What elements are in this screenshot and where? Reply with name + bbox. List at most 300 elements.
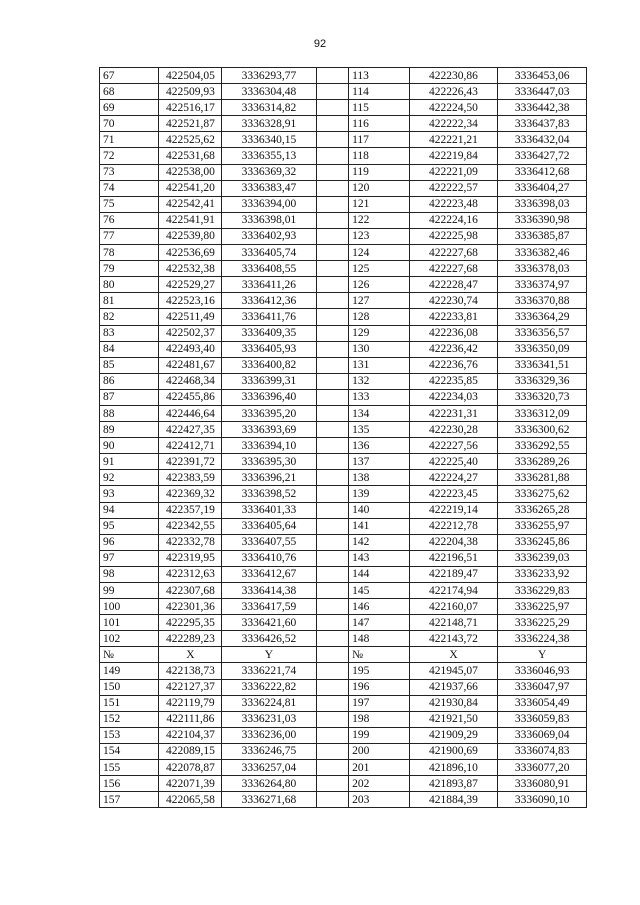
page-number: 92 (313, 38, 327, 50)
coord-y: 3336432,04 (498, 132, 587, 148)
point-number: 80 (100, 277, 159, 293)
coord-x: 422222,57 (409, 180, 498, 196)
column-gap (316, 100, 349, 116)
coord-y: 3336329,36 (498, 373, 587, 389)
point-number: 94 (100, 502, 159, 518)
coord-x: 422224,27 (409, 470, 498, 486)
coord-x: 422289,23 (159, 631, 222, 647)
table-row (100, 615, 587, 631)
coord-x: 422223,48 (409, 196, 498, 212)
table-row (100, 180, 587, 196)
coord-x: 422230,86 (409, 68, 498, 84)
table-row (100, 743, 587, 759)
coord-y: 3336246,75 (222, 743, 316, 759)
table-row (100, 196, 587, 212)
point-number: 153 (100, 727, 159, 743)
column-gap (316, 148, 349, 164)
point-number: 71 (100, 132, 159, 148)
column-gap (316, 389, 349, 405)
coord-x: 422230,74 (409, 293, 498, 309)
coord-x: 422529,27 (159, 277, 222, 293)
coord-y: 3336405,74 (222, 245, 316, 261)
coord-x: 422104,37 (159, 727, 222, 743)
point-number: 79 (100, 261, 159, 277)
coord-y: 3336390,98 (498, 212, 587, 228)
coord-x: 422089,15 (159, 743, 222, 759)
coord-y: 3336399,31 (222, 373, 316, 389)
column-gap (316, 727, 349, 743)
coord-x: 422481,67 (159, 357, 222, 373)
table-row (100, 68, 587, 84)
table-row (100, 663, 587, 679)
coord-x: 422228,47 (409, 277, 498, 293)
column-gap (316, 68, 349, 84)
coord-x: 422319,95 (159, 550, 222, 566)
point-number: 84 (100, 341, 159, 357)
coord-x: 421896,10 (409, 760, 498, 776)
coord-x: 422541,20 (159, 180, 222, 196)
table-row (100, 534, 587, 550)
coord-x: 422502,37 (159, 325, 222, 341)
point-number: 91 (100, 454, 159, 470)
header-number: № (349, 647, 410, 663)
coord-x: 421900,69 (409, 743, 498, 759)
coord-x: 422511,49 (159, 309, 222, 325)
coord-y: 3336410,76 (222, 550, 316, 566)
coord-y: 3336231,03 (222, 711, 316, 727)
coord-y: 3336426,52 (222, 631, 316, 647)
point-number: 76 (100, 212, 159, 228)
coord-y: 3336401,33 (222, 502, 316, 518)
column-gap (316, 550, 349, 566)
column-gap (316, 599, 349, 615)
point-number: 200 (349, 743, 410, 759)
coord-x: 422357,19 (159, 502, 222, 518)
coord-x: 422174,94 (409, 583, 498, 599)
coord-y: 3336320,73 (498, 389, 587, 405)
coord-y: 3336224,38 (498, 631, 587, 647)
point-number: 86 (100, 373, 159, 389)
point-number: 131 (349, 357, 410, 373)
coord-x: 422455,86 (159, 389, 222, 405)
coord-x: 422138,73 (159, 663, 222, 679)
coord-x: 422427,35 (159, 422, 222, 438)
table-row (100, 518, 587, 534)
table-row (100, 309, 587, 325)
table-row (100, 293, 587, 309)
coord-x: 422230,28 (409, 422, 498, 438)
coord-y: 3336442,38 (498, 100, 587, 116)
coord-x: 422504,05 (159, 68, 222, 84)
coord-y: 3336314,82 (222, 100, 316, 116)
coord-x: 422236,42 (409, 341, 498, 357)
point-number: 83 (100, 325, 159, 341)
coord-y: 3336239,03 (498, 550, 587, 566)
coord-y: 3336264,80 (222, 776, 316, 792)
point-number: 136 (349, 438, 410, 454)
column-gap (316, 486, 349, 502)
table-row (100, 486, 587, 502)
coord-x: 422532,38 (159, 261, 222, 277)
coord-y: 3336408,55 (222, 261, 316, 277)
point-number: 137 (349, 454, 410, 470)
column-gap (316, 245, 349, 261)
point-number: 146 (349, 599, 410, 615)
point-number: 157 (100, 792, 159, 808)
coord-y: 3336412,36 (222, 293, 316, 309)
coord-y: 3336414,38 (222, 583, 316, 599)
coord-y: 3336340,15 (222, 132, 316, 148)
coord-y: 3336090,10 (498, 792, 587, 808)
table-row (100, 760, 587, 776)
point-number: 139 (349, 486, 410, 502)
coord-x: 422219,14 (409, 502, 498, 518)
column-gap (316, 405, 349, 421)
coord-y: 3336074,83 (498, 743, 587, 759)
coord-x: 422236,76 (409, 357, 498, 373)
coord-y: 3336300,62 (498, 422, 587, 438)
column-gap (316, 615, 349, 631)
coord-y: 3336400,82 (222, 357, 316, 373)
coord-x: 422225,98 (409, 228, 498, 244)
point-number: 151 (100, 695, 159, 711)
coord-y: 3336350,09 (498, 341, 587, 357)
coord-y: 3336355,13 (222, 148, 316, 164)
point-number: 113 (349, 68, 410, 84)
table-row (100, 711, 587, 727)
point-number: 98 (100, 566, 159, 582)
coordinates-table (99, 67, 587, 808)
coord-y: 3336225,29 (498, 615, 587, 631)
coord-y: 3336077,20 (498, 760, 587, 776)
table-row (100, 389, 587, 405)
table-row (100, 132, 587, 148)
column-gap (316, 212, 349, 228)
column-gap (316, 566, 349, 582)
coord-x: 422516,17 (159, 100, 222, 116)
coord-y: 3336412,67 (222, 566, 316, 582)
coord-x: 422234,03 (409, 389, 498, 405)
table-row (100, 212, 587, 228)
table-row (100, 277, 587, 293)
point-number: 75 (100, 196, 159, 212)
column-gap (316, 711, 349, 727)
column-gap (316, 454, 349, 470)
column-gap (316, 534, 349, 550)
column-gap (316, 792, 349, 808)
coord-y: 3336289,26 (498, 454, 587, 470)
coord-y: 3336447,03 (498, 84, 587, 100)
point-number: 141 (349, 518, 410, 534)
coord-x: 422233,81 (409, 309, 498, 325)
coord-y: 3336382,46 (498, 245, 587, 261)
coord-x: 422312,63 (159, 566, 222, 582)
coord-y: 3336411,26 (222, 277, 316, 293)
point-number: 90 (100, 438, 159, 454)
coord-y: 3336378,03 (498, 261, 587, 277)
point-number: 122 (349, 212, 410, 228)
header-x: X (409, 647, 498, 663)
point-number: 155 (100, 760, 159, 776)
coord-y: 3336312,09 (498, 405, 587, 421)
column-gap (316, 679, 349, 695)
point-number: 93 (100, 486, 159, 502)
point-number: 126 (349, 277, 410, 293)
coord-x: 422383,59 (159, 470, 222, 486)
coord-x: 422332,78 (159, 534, 222, 550)
coord-y: 3336341,51 (498, 357, 587, 373)
point-number: 195 (349, 663, 410, 679)
coord-x: 422204,38 (409, 534, 498, 550)
coord-x: 422148,71 (409, 615, 498, 631)
coord-x: 422127,37 (159, 679, 222, 695)
coord-x: 422227,56 (409, 438, 498, 454)
coord-x: 422212,78 (409, 518, 498, 534)
coord-y: 3336383,47 (222, 180, 316, 196)
table-row (100, 454, 587, 470)
table-row (100, 695, 587, 711)
point-number: 118 (349, 148, 410, 164)
point-number: 128 (349, 309, 410, 325)
column-gap (316, 180, 349, 196)
point-number: 115 (349, 100, 410, 116)
table-row (100, 583, 587, 599)
column-gap (316, 631, 349, 647)
coord-y: 3336404,27 (498, 180, 587, 196)
table-row (100, 599, 587, 615)
coord-x: 422227,68 (409, 245, 498, 261)
coord-y: 3336453,06 (498, 68, 587, 84)
point-number: 145 (349, 583, 410, 599)
coord-y: 3336328,91 (222, 116, 316, 132)
table-row (100, 679, 587, 695)
column-gap (316, 743, 349, 759)
coord-x: 422295,35 (159, 615, 222, 631)
coord-y: 3336427,72 (498, 148, 587, 164)
coord-x: 422224,16 (409, 212, 498, 228)
table-header-row (100, 647, 587, 663)
coord-x: 421945,07 (409, 663, 498, 679)
coord-x: 422065,58 (159, 792, 222, 808)
coord-y: 3336393,69 (222, 422, 316, 438)
header-number: № (100, 647, 159, 663)
point-number: 92 (100, 470, 159, 486)
column-gap (316, 309, 349, 325)
point-number: 87 (100, 389, 159, 405)
column-gap (316, 132, 349, 148)
point-number: 143 (349, 550, 410, 566)
coord-y: 3336395,30 (222, 454, 316, 470)
coord-x: 422221,21 (409, 132, 498, 148)
coord-x: 422523,16 (159, 293, 222, 309)
coord-x: 422539,80 (159, 228, 222, 244)
coord-x: 422119,79 (159, 695, 222, 711)
column-gap (316, 422, 349, 438)
table-row (100, 727, 587, 743)
coord-y: 3336370,88 (498, 293, 587, 309)
point-number: 196 (349, 679, 410, 695)
coord-x: 422538,00 (159, 164, 222, 180)
column-gap (316, 373, 349, 389)
coord-x: 422391,72 (159, 454, 222, 470)
coord-x: 421884,39 (409, 792, 498, 808)
coord-y: 3336225,97 (498, 599, 587, 615)
header-y: Y (498, 647, 587, 663)
point-number: 119 (349, 164, 410, 180)
point-number: 201 (349, 760, 410, 776)
table-row (100, 550, 587, 566)
point-number: 203 (349, 792, 410, 808)
table-row (100, 502, 587, 518)
coord-y: 3336221,74 (222, 663, 316, 679)
column-gap (316, 277, 349, 293)
table-row (100, 261, 587, 277)
point-number: 101 (100, 615, 159, 631)
column-gap (316, 776, 349, 792)
point-number: 96 (100, 534, 159, 550)
coord-y: 3336271,68 (222, 792, 316, 808)
point-number: 127 (349, 293, 410, 309)
coord-y: 3336224,81 (222, 695, 316, 711)
coord-y: 3336281,88 (498, 470, 587, 486)
coord-x: 422111,86 (159, 711, 222, 727)
table-row (100, 438, 587, 454)
coord-y: 3336054,49 (498, 695, 587, 711)
point-number: 125 (349, 261, 410, 277)
point-number: 74 (100, 180, 159, 196)
table-row (100, 631, 587, 647)
column-gap (316, 760, 349, 776)
coord-y: 3336046,93 (498, 663, 587, 679)
point-number: 152 (100, 711, 159, 727)
coord-y: 3336069,04 (498, 727, 587, 743)
column-gap (316, 293, 349, 309)
point-number: 99 (100, 583, 159, 599)
column-gap (316, 341, 349, 357)
coord-x: 422196,51 (409, 550, 498, 566)
coord-y: 3336412,68 (498, 164, 587, 180)
point-number: 134 (349, 405, 410, 421)
coord-y: 3336293,77 (222, 68, 316, 84)
point-number: 89 (100, 422, 159, 438)
coord-x: 422160,07 (409, 599, 498, 615)
point-number: 198 (349, 711, 410, 727)
point-number: 67 (100, 68, 159, 84)
coord-x: 421930,84 (409, 695, 498, 711)
column-gap (316, 357, 349, 373)
coord-x: 422468,34 (159, 373, 222, 389)
coord-x: 422525,62 (159, 132, 222, 148)
coord-x: 422189,47 (409, 566, 498, 582)
column-gap (316, 261, 349, 277)
coord-x: 422301,36 (159, 599, 222, 615)
coord-y: 3336080,91 (498, 776, 587, 792)
point-number: 114 (349, 84, 410, 100)
point-number: 148 (349, 631, 410, 647)
table-row (100, 148, 587, 164)
coord-x: 422542,41 (159, 196, 222, 212)
coord-x: 422236,08 (409, 325, 498, 341)
point-number: 68 (100, 84, 159, 100)
coord-x: 422531,68 (159, 148, 222, 164)
table-row (100, 325, 587, 341)
column-gap (316, 438, 349, 454)
point-number: 138 (349, 470, 410, 486)
point-number: 85 (100, 357, 159, 373)
point-number: 129 (349, 325, 410, 341)
coord-y: 3336417,59 (222, 599, 316, 615)
coord-x: 422143,72 (409, 631, 498, 647)
coord-y: 3336437,83 (498, 116, 587, 132)
coord-y: 3336411,76 (222, 309, 316, 325)
coord-y: 3336405,64 (222, 518, 316, 534)
table-row (100, 84, 587, 100)
coord-x: 422307,68 (159, 583, 222, 599)
point-number: 81 (100, 293, 159, 309)
coord-x: 422509,93 (159, 84, 222, 100)
column-gap (316, 647, 349, 663)
coord-y: 3336222,82 (222, 679, 316, 695)
column-gap (316, 164, 349, 180)
coord-y: 3336374,97 (498, 277, 587, 293)
point-number: 142 (349, 534, 410, 550)
table-row (100, 164, 587, 180)
column-gap (316, 116, 349, 132)
coord-y: 3336245,86 (498, 534, 587, 550)
coord-y: 3336236,00 (222, 727, 316, 743)
point-number: 124 (349, 245, 410, 261)
table-row (100, 792, 587, 808)
table-row (100, 776, 587, 792)
coord-x: 421937,66 (409, 679, 498, 695)
coord-x: 422231,31 (409, 405, 498, 421)
table-row (100, 566, 587, 582)
column-gap (316, 325, 349, 341)
column-gap (316, 518, 349, 534)
coord-x: 422227,68 (409, 261, 498, 277)
coord-x: 422224,50 (409, 100, 498, 116)
point-number: 199 (349, 727, 410, 743)
coord-x: 422226,43 (409, 84, 498, 100)
column-gap (316, 695, 349, 711)
point-number: 120 (349, 180, 410, 196)
coord-y: 3336255,97 (498, 518, 587, 534)
table-row (100, 100, 587, 116)
coord-x: 422493,40 (159, 341, 222, 357)
coord-y: 3336398,03 (498, 196, 587, 212)
coord-y: 3336402,93 (222, 228, 316, 244)
coord-x: 422541,91 (159, 212, 222, 228)
point-number: 147 (349, 615, 410, 631)
point-number: 140 (349, 502, 410, 518)
coord-x: 422223,45 (409, 486, 498, 502)
point-number: 117 (349, 132, 410, 148)
coord-y: 3336405,93 (222, 341, 316, 357)
column-gap (316, 502, 349, 518)
coord-x: 422225,40 (409, 454, 498, 470)
header-y: Y (222, 647, 316, 663)
table-row (100, 470, 587, 486)
table-row (100, 341, 587, 357)
coord-y: 3336396,40 (222, 389, 316, 405)
column-gap (316, 84, 349, 100)
point-number: 78 (100, 245, 159, 261)
coord-y: 3336396,21 (222, 470, 316, 486)
coord-y: 3336304,48 (222, 84, 316, 100)
table-row (100, 422, 587, 438)
point-number: 70 (100, 116, 159, 132)
point-number: 130 (349, 341, 410, 357)
